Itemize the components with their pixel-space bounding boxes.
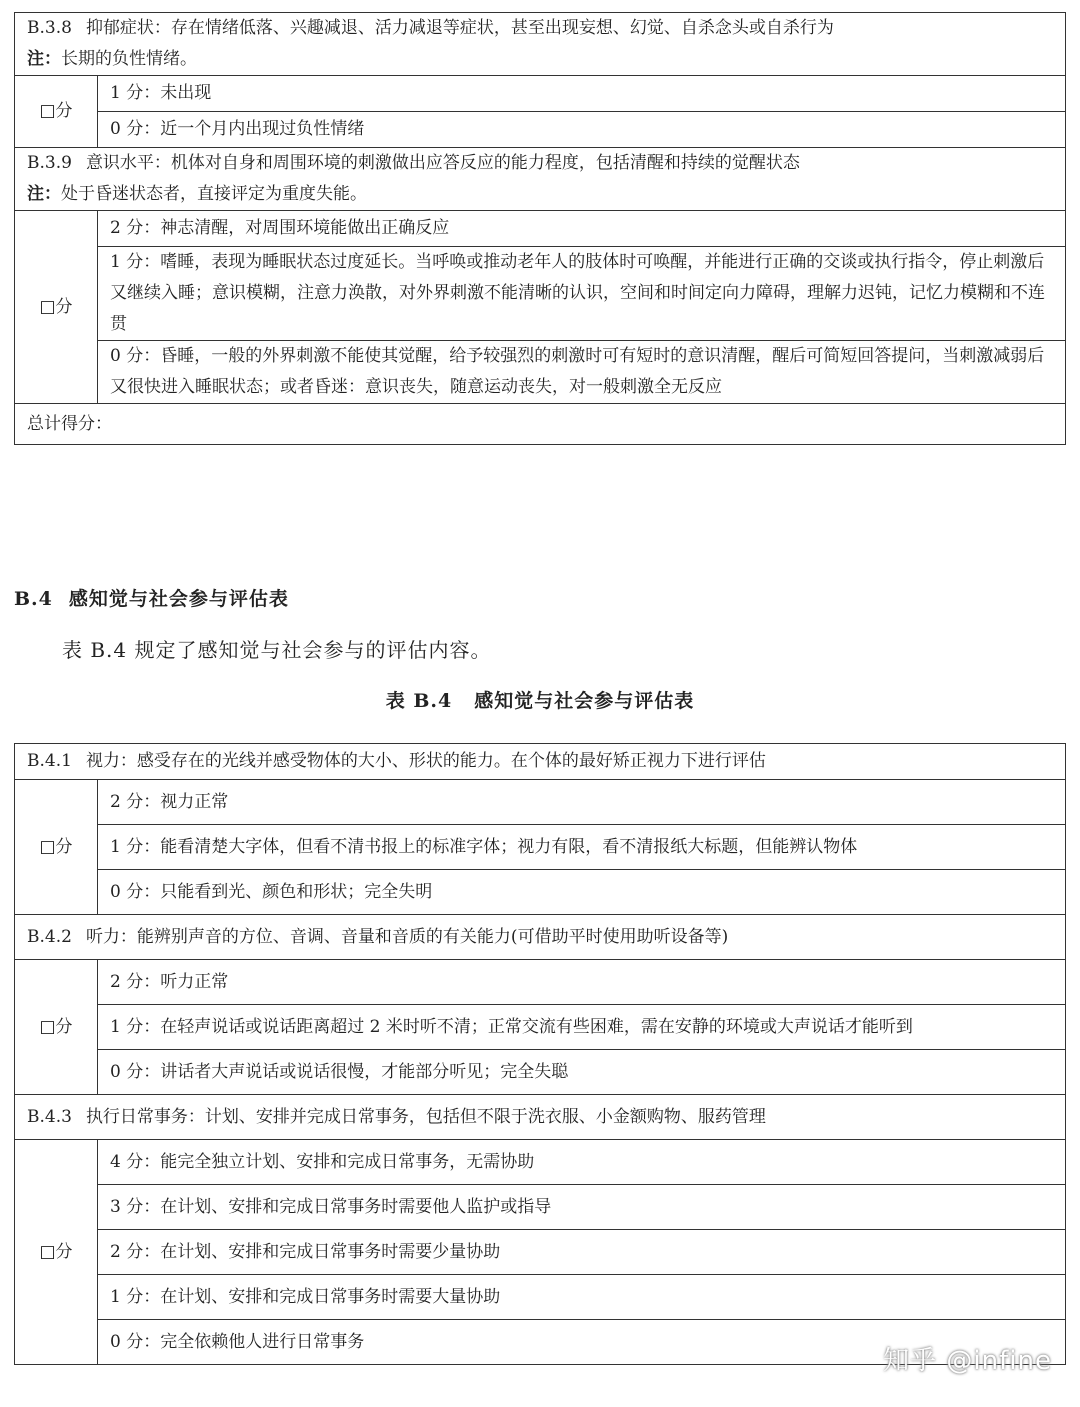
score-option: 0 分：讲话者大声说话或说话很慢，才能部分听见；完全失聪 xyxy=(98,1050,1066,1095)
score-box[interactable]: □分 xyxy=(15,76,98,148)
item-b43-header xyxy=(15,1095,1066,1140)
option-row xyxy=(15,1275,1066,1320)
score-option: 0 分：只能看到光、颜色和形状；完全失明 xyxy=(98,870,1066,915)
score-box[interactable]: □分 xyxy=(15,960,98,1095)
option-row xyxy=(15,825,1066,870)
option-row xyxy=(15,780,1066,825)
total-row xyxy=(15,404,1066,445)
option-row xyxy=(15,247,1066,341)
item-b43-header-row xyxy=(15,1095,1066,1140)
section-title: 感知觉与社会参与评估表 xyxy=(68,588,289,610)
item-title: 意识水平：机体对自身和周围环境的刺激做出应答反应的能力程度，包括清醒和持续的觉醒状态 xyxy=(85,153,800,173)
score-box[interactable]: □分 xyxy=(15,780,98,915)
score-option: 1 分：在轻声说话或说话距离超过 2 米时听不清；正常交流有些困难，需在安静的环境或大声说话才能听到 xyxy=(98,1005,1066,1050)
score-option: 0 分：近一个月内出现过负性情绪 xyxy=(98,112,1066,148)
score-box[interactable]: □分 xyxy=(15,211,98,404)
item-b41-header-row xyxy=(15,744,1066,780)
score-option: 1 分：未出现 xyxy=(98,76,1066,112)
item-b39-header xyxy=(15,148,1066,211)
score-option: 2 分：神志清醒，对周围环境能做出正确反应 xyxy=(98,211,1066,247)
item-b41-header xyxy=(15,744,1066,780)
option-row xyxy=(15,1050,1066,1095)
section-number: B.4 xyxy=(14,588,53,610)
caption-number: 表 B.4 xyxy=(385,690,453,712)
option-row xyxy=(15,1005,1066,1050)
section-intro: 表 B.4 规定了感知觉与社会参与的评估内容。 xyxy=(62,638,492,662)
item-title: 抑郁症状：存在情绪低落、兴趣减退、活力减退等症状，甚至出现妄想、幻觉、自杀念头或自杀行为 xyxy=(85,18,834,38)
option-row xyxy=(15,341,1066,404)
note-text: 长期的负性情绪。 xyxy=(61,49,197,69)
note-label: 注： xyxy=(27,184,61,204)
score-option: 3 分：在计划、安排和完成日常事务时需要他人监护或指导 xyxy=(98,1185,1066,1230)
score-box[interactable]: □分 xyxy=(15,1140,98,1365)
note-text: 处于昏迷状态者，直接评定为重度失能。 xyxy=(61,184,367,204)
item-title: 执行日常事务：计划、安排并完成日常事务，包括但不限于洗衣服、小金额购物、服药管理 xyxy=(85,1106,766,1127)
option-row xyxy=(15,76,1066,112)
item-title: 视力：感受存在的光线并感受物体的大小、形状的能力。在个体的最好矫正视力下进行评估 xyxy=(85,751,766,771)
item-b42-header xyxy=(15,915,1066,960)
item-title: 听力：能辨别声音的方位、音调、音量和音质的有关能力(可借助平时使用助听设备等) xyxy=(85,926,729,947)
score-option: 4 分：能完全独立计划、安排和完成日常事务，无需协助 xyxy=(98,1140,1066,1185)
option-row xyxy=(15,112,1066,148)
option-row xyxy=(15,870,1066,915)
total-score-label: 总计得分： xyxy=(15,404,1066,445)
item-code: B.3.9 xyxy=(27,153,72,173)
watermark: 知乎 @infine xyxy=(883,1346,1052,1376)
score-option: 0 分：昏睡，一般的外界刺激不能使其觉醒，给予较强烈的刺激时可有短时的意识清醒，醒后可简短回答提问，当刺激减弱后又很快进入睡眠状态；或者昏迷：意识丧失，随意运动丧失，对一般刺激全无反应 xyxy=(98,341,1066,404)
note-label: 注： xyxy=(27,49,61,69)
score-option: 0 分：完全依赖他人进行日常事务 xyxy=(98,1320,1066,1365)
item-code: B.4.1 xyxy=(27,751,72,771)
option-row xyxy=(15,1185,1066,1230)
score-option: 2 分：听力正常 xyxy=(98,960,1066,1005)
score-option: 2 分：在计划、安排和完成日常事务时需要少量协助 xyxy=(98,1230,1066,1275)
score-option: 1 分：能看清楚大字体，但看不清书报上的标准字体；视力有限，看不清报纸大标题，但能辨认物体 xyxy=(98,825,1066,870)
item-code: B.4.3 xyxy=(27,1106,72,1127)
option-row xyxy=(15,211,1066,247)
option-row xyxy=(15,1230,1066,1275)
score-option: 1 分：嗜睡，表现为睡眠状态过度延长。当呼唤或推动老年人的肢体时可唤醒，并能进行正确的交谈或执行指令，停止刺激后又继续入睡；意识模糊，注意力涣散，对外界刺激不能清晰的认识，空间和时间定向力障碍，理解力迟钝，记忆力模糊和不连贯 xyxy=(98,247,1066,341)
caption-title: 感知觉与社会参与评估表 xyxy=(474,690,695,712)
assessment-table-b3 xyxy=(14,12,1066,445)
item-b42-header-row xyxy=(15,915,1066,960)
option-row xyxy=(15,960,1066,1005)
option-row xyxy=(15,1140,1066,1185)
score-option: 2 分：视力正常 xyxy=(98,780,1066,825)
item-b38-header xyxy=(15,13,1066,76)
assessment-table-b4 xyxy=(14,743,1066,1365)
item-code: B.4.2 xyxy=(27,926,72,947)
item-b38-header-row xyxy=(15,13,1066,76)
item-code: B.3.8 xyxy=(27,18,72,38)
table-caption xyxy=(0,686,1080,713)
item-b39-header-row xyxy=(15,148,1066,211)
section-heading xyxy=(14,584,289,611)
score-option: 1 分：在计划、安排和完成日常事务时需要大量协助 xyxy=(98,1275,1066,1320)
